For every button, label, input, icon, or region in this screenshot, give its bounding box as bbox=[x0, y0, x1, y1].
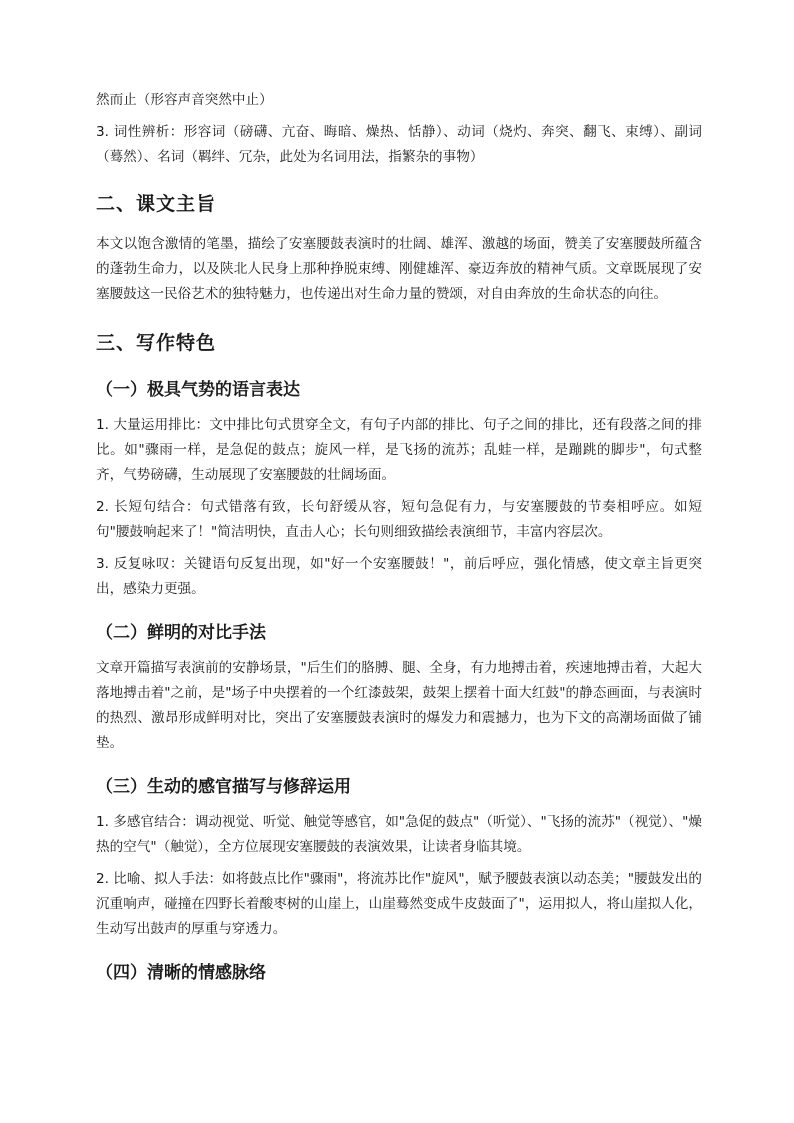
section-heading-features: 三、写作特色 bbox=[96, 332, 217, 354]
subheading-senses-rhetoric: （三）生动的感官描写与修辞运用 bbox=[96, 777, 351, 797]
paragraph-metaphor: 2. 比喻、拟人手法：如将鼓点比作"骤雨"，将流苏比作"旋风"，赋予腰鼓表演以动态美；"腰鼓发出的沉重响声，碰撞在四野长着酸枣树的山崖上，山崖蓦然变成牛皮鼓面了"，运用拟人，将山崖拟人化，生动写出鼓声的厚重与穿透力。 bbox=[96, 871, 702, 937]
document-page bbox=[96, 88, 702, 986]
subheading-contrast: （二）鲜明的对比手法 bbox=[96, 623, 266, 643]
section-heading-theme: 二、课文主旨 bbox=[96, 193, 217, 215]
paragraph-vocab-3: 3. 词性辨析：形容词（磅礴、亢奋、晦暗、燥热、恬静）、动词（烧灼、奔突、翻飞、束缚）、副词（蓦然）、名词（羁绊、冗杂，此处为名词用法，指繁杂的事物） bbox=[96, 124, 702, 165]
paragraph-repetition: 3. 反复咏叹：关键语句反复出现，如"好一个安塞腰鼓！"，前后呼应，强化情感，使文章主旨更突出，感染力更强。 bbox=[96, 556, 702, 597]
paragraph-parallelism: 1. 大量运用排比：文中排比句式贯穿全文，有句子内部的排比、句子之间的排比，还有段落之间的排比。如"骤雨一样，是急促的鼓点；旋风一样，是飞扬的流苏；乱蛙一样，是蹦跳的脚步"，句式整齐，气势磅礴，生动展现了安塞腰鼓的壮阔场面。 bbox=[96, 417, 702, 483]
paragraph-sentence-length: 2. 长短句结合：句式错落有致，长句舒缓从容，短句急促有力，与安塞腰鼓的节奏相呼应。如短句"腰鼓响起来了！"简洁明快，直击人心；长句则细致描绘表演细节，丰富内容层次。 bbox=[96, 499, 702, 540]
subheading-language: （一）极具气势的语言表达 bbox=[96, 380, 300, 400]
subheading-emotion: （四）清晰的情感脉络 bbox=[96, 963, 266, 983]
paragraph-senses: 1. 多感官结合：调动视觉、听觉、触觉等感官，如"急促的鼓点"（听觉）、"飞扬的流苏"（视觉）、"燥热的空气"（触觉），全方位展现安塞腰鼓的表演效果，让读者身临其境。 bbox=[96, 814, 702, 855]
paragraph-vocab-2-tail: 然而止（形容声音突然中止） bbox=[96, 92, 273, 108]
paragraph-contrast: 文章开篇描写表演前的安静场景，"后生们的胳膊、腿、全身，有力地搏击着，疾速地搏击着，大起大落地搏击着"之前，是"场子中央摆着的一个红漆鼓架，鼓架上摆着十面大红鼓"的静态画面，与表演时的热烈、激昂形成鲜明对比，突出了安塞腰鼓表演时的爆发力和震撼力，也为下文的高潮场面做了铺垫。 bbox=[96, 660, 702, 751]
paragraph-theme: 本文以饱含激情的笔墨，描绘了安塞腰鼓表演时的壮阔、雄浑、激越的场面，赞美了安塞腰鼓所蕴含的蓬勃生命力，以及陕北人民身上那种挣脱束缚、刚健雄浑、豪迈奔放的精神气质。文章既展现了安塞腰鼓这一民俗艺术的独特魅力，也传递出对生命力量的赞颂，对自由奔放的生命状态的向往。 bbox=[96, 236, 702, 302]
